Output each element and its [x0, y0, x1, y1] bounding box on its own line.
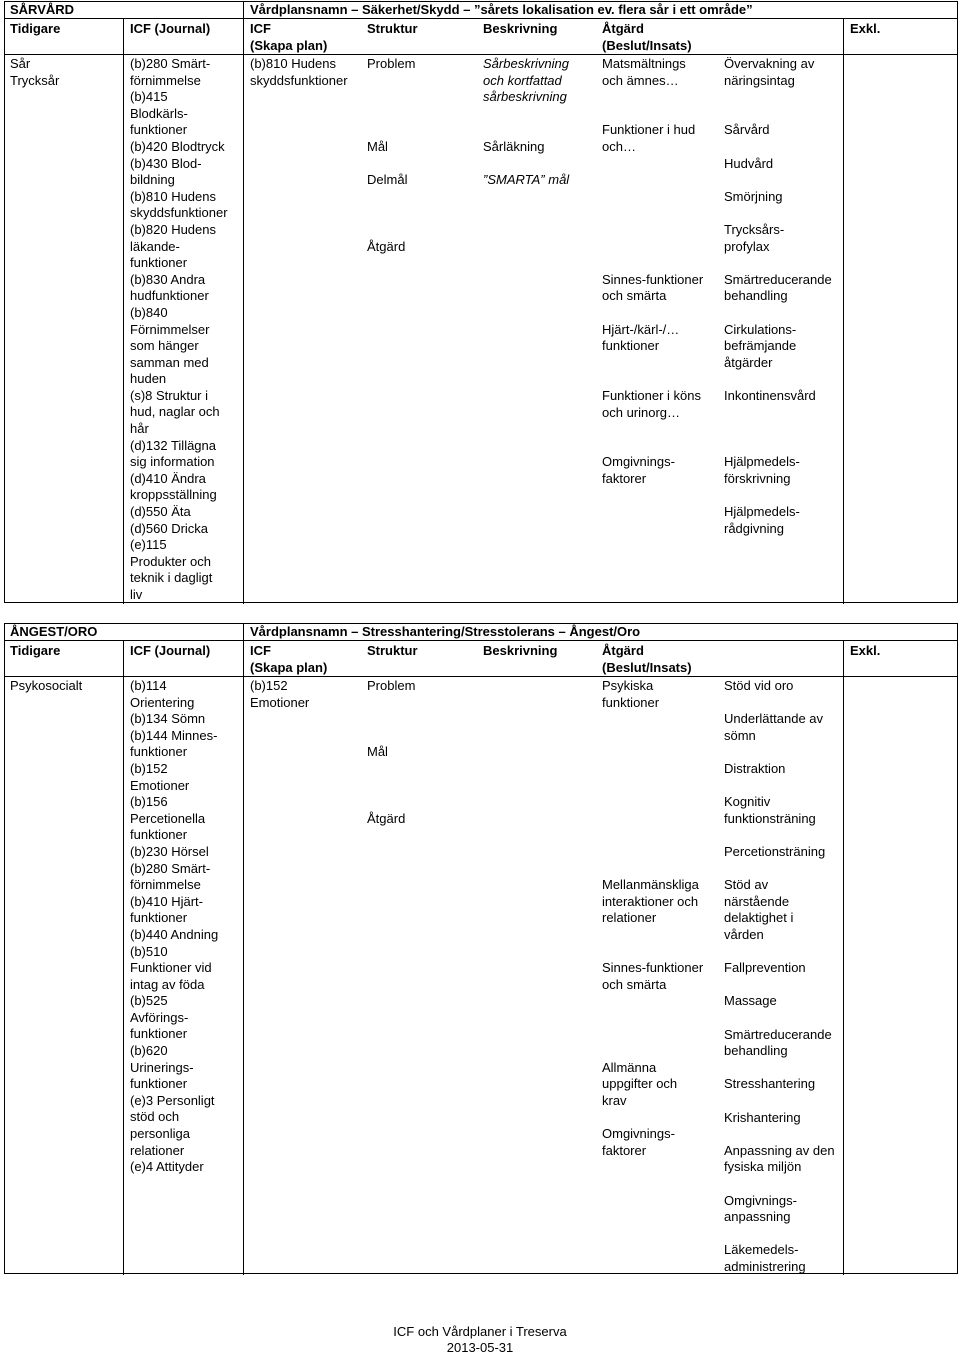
footer-date: 2013-05-31	[446, 1340, 514, 1355]
header-exkl: Exkl.	[850, 643, 881, 658]
insats-item: Percetionsträning	[724, 844, 826, 859]
insats-item: Stöd av närstående delaktighet i vården	[724, 877, 794, 942]
insats-item: Krishantering	[724, 1109, 801, 1125]
atgard-item: Hjärt-/kärl-/… funktioner	[602, 321, 680, 354]
angest-title-row	[5, 624, 957, 641]
struktur-item: Åtgärd	[367, 238, 406, 254]
grid-line	[843, 19, 844, 604]
atgard-item: Matsmältnings och ämnes…	[602, 56, 686, 88]
grid-line	[243, 2, 244, 604]
sarvard-header-row	[5, 19, 957, 55]
insats-item: Fallprevention	[724, 960, 806, 976]
atgard-item: Omgivnings- faktorer	[602, 454, 675, 486]
struktur-item: Delmål	[367, 172, 408, 188]
insats-item: Underlättande av sömn	[724, 711, 824, 743]
angest-body-row	[5, 677, 957, 1275]
insats-item: Stresshantering	[724, 1076, 816, 1092]
sarvard-title-row	[5, 2, 957, 19]
atgard-item: Psykiska funktioner	[602, 678, 660, 710]
header-icf-journal: ICF (Journal)	[130, 21, 211, 36]
beskrivning-item: Sårbeskrivning och kortfattad sårbeskrivning	[483, 56, 569, 105]
struktur-item: Problem	[367, 56, 416, 71]
header-icf: ICF (Skapa plan)	[250, 21, 328, 53]
insats-item: Övervakning av näringsintag	[724, 56, 815, 88]
atgard-item: Funktioner i köns och urinorg…	[602, 388, 701, 420]
atgard-column	[597, 56, 719, 596]
tidigare-cell: Psykosocialt	[10, 678, 83, 693]
header-beskrivning: Beskrivning	[483, 643, 558, 658]
insats-item: Inkontinensvård	[724, 388, 816, 403]
angest-header-row	[5, 641, 957, 677]
insats-item: Anpassning av den fysiska miljön	[724, 1142, 835, 1175]
header-struktur: Struktur	[367, 643, 418, 658]
grid-line	[243, 624, 244, 1275]
insats-item: Smärtreducerande behandling	[724, 271, 832, 304]
section-title: ÅNGEST/ORO	[10, 624, 98, 639]
insats-item: Trycksårs- profylax	[724, 222, 785, 254]
icf-cell: (b)810 Hudens skyddsfunktioner	[250, 56, 348, 88]
insats-item: Omgivnings- anpassning	[724, 1192, 797, 1225]
header-atgard: Åtgärd (Beslut/Insats)	[602, 21, 692, 53]
atgard-item: Mellanmänskliga interaktioner och relationer	[602, 877, 699, 926]
grid-line	[123, 641, 124, 1275]
header-struktur: Struktur	[367, 21, 418, 36]
tidigare-cell: Sår Trycksår	[10, 56, 60, 88]
icf-journal-cell: (b)114 Orientering (b)134 Sömn (b)144 Minnes- funktioner (b)152 Emotioner (b)156 Percetionella funktioner (b)230 Hörsel (b)280 Smärt- förnimmelse (b)410 Hjärt- funktioner (b)440 Andning (b)510 Funktioner vid intag av föda (b)525 Avförings- funktioner (b)620 Urinerings- funktioner (e)3 Personligt stöd och personliga relationer (e)4 Attityder	[130, 678, 219, 1175]
atgard-item: Allmänna uppgifter och krav	[602, 1059, 678, 1108]
plan-name: Vårdplansnamn – Säkerhet/Skydd – ”sårets lokalisation ev. flera sår i ett område”	[250, 2, 753, 17]
insats-item: Hjälpmedels- rådgivning	[724, 504, 800, 536]
grid-line	[123, 19, 124, 604]
insats-item: Sårvård	[724, 122, 770, 138]
footer-title: ICF och Vårdplaner i Treserva	[393, 1324, 567, 1339]
atgard-column	[597, 678, 719, 1268]
icf-cell: (b)152 Emotioner	[250, 678, 310, 710]
grid-line	[843, 641, 844, 1275]
struktur-item: Mål	[367, 744, 388, 760]
insats-item: Hjälpmedels- förskrivning	[724, 454, 800, 486]
insats-item: Cirkulations- befrämjande åtgärder	[724, 321, 797, 370]
insats-item: Stöd vid oro	[724, 678, 794, 693]
atgard-item: Sinnes-funktioner och smärta	[602, 271, 704, 304]
header-tidigare: Tidigare	[10, 21, 61, 36]
beskrivning-item: ”SMARTA” mål	[483, 172, 570, 188]
struktur-item: Åtgärd	[367, 810, 406, 826]
header-tidigare: Tidigare	[10, 643, 61, 658]
sarvard-table	[4, 1, 958, 603]
atgard-item: Sinnes-funktioner och smärta	[602, 960, 704, 992]
sarvard-body-row	[5, 55, 957, 604]
header-exkl: Exkl.	[850, 21, 881, 36]
header-icf: ICF (Skapa plan)	[250, 643, 328, 675]
header-beskrivning: Beskrivning	[483, 21, 558, 36]
header-atgard: Åtgärd (Beslut/Insats)	[602, 643, 692, 675]
insats-item: Läkemedels- administrering	[724, 1242, 806, 1274]
beskrivning-column	[478, 56, 597, 596]
struktur-item: Problem	[367, 678, 416, 693]
insats-item: Hudvård	[724, 155, 774, 171]
angest-table	[4, 623, 958, 1274]
insats-item: Smörjning	[724, 188, 783, 204]
atgard-item: Omgivnings- faktorer	[602, 1126, 675, 1158]
section-title: SÅRVÅRD	[10, 2, 75, 17]
insats-column	[719, 56, 843, 596]
header-icf-journal: ICF (Journal)	[130, 643, 211, 658]
beskrivning-item: Sårläkning	[483, 139, 545, 154]
insats-item: Smärtreducerande behandling	[724, 1026, 832, 1059]
struktur-column	[362, 678, 478, 1268]
atgard-item: Funktioner i hud och…	[602, 122, 696, 154]
insats-item: Kognitiv funktionsträning	[724, 794, 816, 826]
insats-column	[719, 678, 843, 1274]
insats-item: Distraktion	[724, 761, 786, 776]
struktur-item: Mål	[367, 139, 388, 154]
insats-item: Massage	[724, 993, 777, 1009]
icf-journal-cell: (b)280 Smärt- förnimmelse (b)415 Blodkärls- funktioner (b)420 Blodtryck (b)430 Blod- bildning (b)810 Hudens skyddsfunktioner (b)820 Hudens läkande- funktioner (b)830 Andra hudfunktioner (b)840 Förnimmelser som hänger samman med huden (s)8 Struktur i hud, naglar och hår (d)132 Tillägna sig information (d)410 Ändra kroppsställning (d)550 Äta (d)560 Dricka (e)115 Produkter och teknik i dagligt liv	[130, 56, 228, 602]
struktur-column	[362, 56, 478, 596]
plan-name: Vårdplansnamn – Stresshantering/Stresstolerans – Ångest/Oro	[250, 624, 641, 639]
